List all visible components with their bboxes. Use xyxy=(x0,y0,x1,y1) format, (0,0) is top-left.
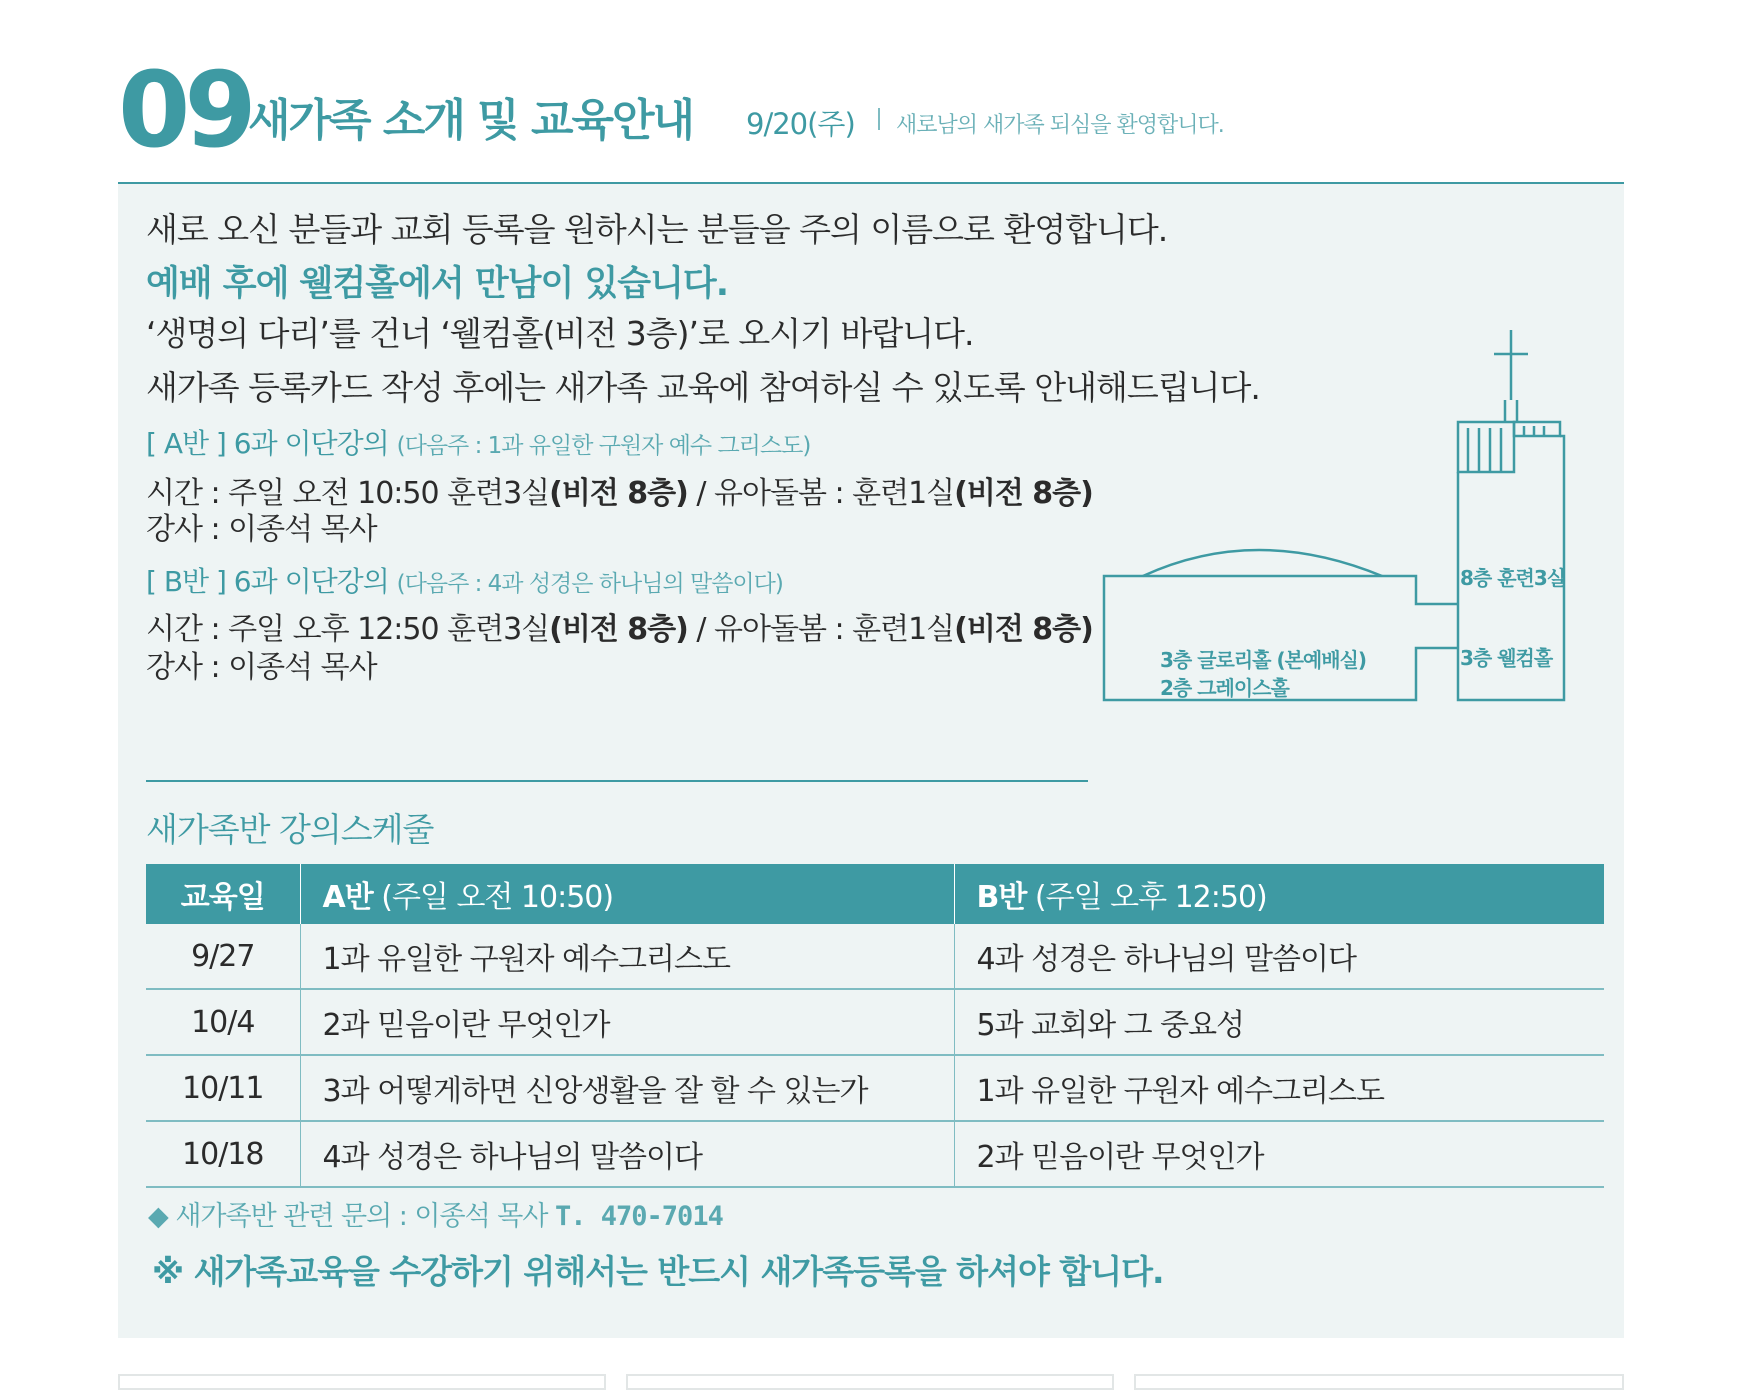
header-class-a xyxy=(300,864,954,924)
intro-line-1: 새로 오신 분들과 교회 등록을 원하시는 분들을 주의 이름으로 환영합니다. xyxy=(146,210,1168,249)
table-row xyxy=(146,989,1604,1055)
row-date: 10/11 xyxy=(146,1055,300,1121)
class-b-time-mid: / 유아돌봄 : 훈련1실 xyxy=(687,612,955,647)
contact-phone: T. 470-7014 xyxy=(555,1201,723,1232)
building-label-3f-welcome: 3층 웰컴홀 xyxy=(1460,646,1553,670)
section-date: 9/20(주) xyxy=(746,107,855,141)
section-header xyxy=(118,49,1628,171)
row-class-a: 4과 성경은 하나님의 말씀이다 xyxy=(300,1121,954,1187)
class-a-time-loc2: (비전 8층) xyxy=(954,476,1093,511)
section-divider xyxy=(146,780,1088,782)
class-a-time-mid: / 유아돌봄 : 훈련1실 xyxy=(687,476,955,511)
next-card-3 xyxy=(1134,1374,1624,1390)
contact-info xyxy=(148,1194,723,1233)
row-class-b: 4과 성경은 하나님의 말씀이다 xyxy=(954,924,1604,989)
row-date: 10/4 xyxy=(146,989,300,1055)
table-row xyxy=(146,924,1604,989)
section-number: 09 xyxy=(118,49,251,171)
schedule-title: 새가족반 강의스케줄 xyxy=(146,810,434,849)
schedule-header-row xyxy=(146,864,1604,924)
class-a-heading xyxy=(146,422,810,462)
building-label-3f-glory: 3층 글로리홀 (본예배실) xyxy=(1160,648,1367,672)
class-b-time-loc2: (비전 8층) xyxy=(954,612,1093,647)
class-b-title: [ B반 ] 6과 이단강의 xyxy=(146,565,389,598)
header-class-b-time: (주일 오후 12:50) xyxy=(1026,880,1267,915)
class-a-teacher: 강사 : 이종석 목사 xyxy=(146,512,377,547)
building-label-8f-training: 8층 훈련3실 xyxy=(1460,566,1566,590)
header-class-a-name: A반 xyxy=(322,880,373,915)
building-illustration xyxy=(968,324,1608,794)
class-a-time-loc1: (비전 8층) xyxy=(549,476,688,511)
next-card-1 xyxy=(118,1374,606,1390)
class-a-time-prefix: 시간 : 주일 오전 10:50 훈련3실 xyxy=(146,476,550,511)
next-card-2 xyxy=(626,1374,1114,1390)
row-class-b: 5과 교회와 그 중요성 xyxy=(954,989,1604,1055)
row-class-b: 1과 유일한 구원자 예수그리스도 xyxy=(954,1055,1604,1121)
class-b-teacher: 강사 : 이종석 목사 xyxy=(146,650,377,685)
class-a-title: [ A반 ] 6과 이단강의 xyxy=(146,427,389,460)
table-row xyxy=(146,1121,1604,1187)
header-date: 교육일 xyxy=(146,864,300,924)
building-outline-graphic xyxy=(968,324,1608,794)
row-date: 9/27 xyxy=(146,924,300,989)
class-a-next-note: (다음주 : 1과 유일한 구원자 예수 그리스도) xyxy=(396,433,811,459)
contact-label: ◆ 새가족반 관련 문의 : 이종석 목사 xyxy=(148,1201,548,1232)
intro-highlight: 예배 후에 웰컴홀에서 만남이 있습니다. xyxy=(146,264,728,304)
intro-line-2: ‘생명의 다리’를 건너 ‘웰컴홀(비전 3층)’로 오시기 바랍니다. xyxy=(146,314,974,353)
header-class-b-name: B반 xyxy=(976,880,1027,915)
class-b-time-loc1: (비전 8층) xyxy=(549,612,688,647)
header-separator xyxy=(878,108,880,130)
row-date: 10/18 xyxy=(146,1121,300,1187)
class-b-next-note: (다음주 : 4과 성경은 하나님의 말씀이다) xyxy=(396,571,783,597)
header-class-a-time: (주일 오전 10:50) xyxy=(372,880,614,915)
class-b-time-prefix: 시간 : 주일 오후 12:50 훈련3실 xyxy=(146,612,550,647)
row-class-a: 3과 어떻게하면 신앙생활을 잘 할 수 있는가 xyxy=(300,1055,954,1121)
class-b-heading xyxy=(146,560,783,600)
registration-notice: ※ 새가족교육을 수강하기 위해서는 반드시 새가족등록을 하셔야 합니다. xyxy=(152,1252,1164,1291)
row-class-a: 1과 유일한 구원자 예수그리스도 xyxy=(300,924,954,989)
content-panel xyxy=(118,184,1624,1338)
schedule-table xyxy=(146,864,1604,1188)
table-row xyxy=(146,1055,1604,1121)
header-class-b xyxy=(954,864,1604,924)
section-subtitle: 새로남의 새가족 되심을 환영합니다. xyxy=(896,113,1224,138)
row-class-b: 2과 믿음이란 무엇인가 xyxy=(954,1121,1604,1187)
building-label-2f-grace: 2층 그레이스홀 xyxy=(1160,676,1289,700)
row-class-a: 2과 믿음이란 무엇인가 xyxy=(300,989,954,1055)
section-title: 새가족 소개 및 교육안내 xyxy=(248,95,693,146)
intro-line-3: 새가족 등록카드 작성 후에는 새가족 교육에 참여하실 수 있도록 안내해드립니다. xyxy=(146,368,1260,407)
